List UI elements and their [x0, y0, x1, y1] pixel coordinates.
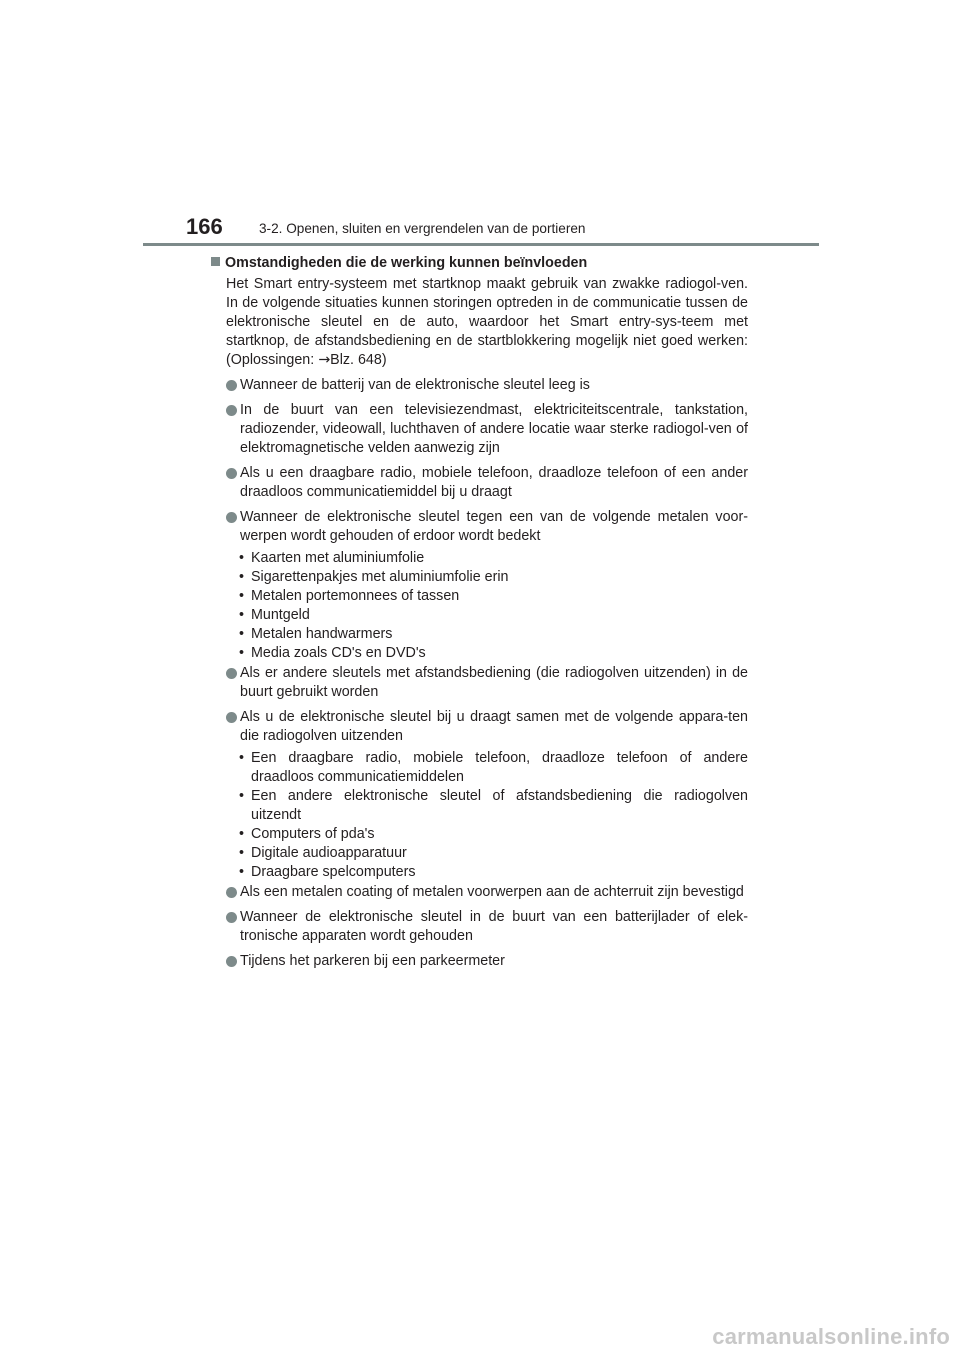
list-item: [211, 376, 748, 395]
radio-devices-sublist: [239, 749, 748, 882]
metal-objects-sublist: [239, 549, 748, 663]
sublist-item: [239, 587, 748, 606]
sub-bullet-marker: •: [239, 550, 245, 566]
arrow-icon: →: [318, 352, 331, 368]
subheading-text: Omstandigheden die de werking kunnen beïnvloeden: [225, 255, 588, 271]
sublist-item: [239, 644, 748, 663]
sub-bullet-marker: •: [239, 588, 245, 604]
sublist-item-text: Draagbare spelcomputers: [251, 864, 416, 880]
list-item: [211, 664, 748, 702]
sub-bullet-marker: •: [239, 569, 245, 585]
sub-bullet-marker: •: [239, 864, 245, 880]
sublist-item: [239, 825, 748, 844]
sub-bullet-marker: •: [239, 826, 245, 842]
sublist-item: [239, 606, 748, 625]
list-item: [211, 883, 748, 902]
list-item-text: Als er andere sleutels met afstandsbediening (die radiogolven uitzenden) in de buurt gebruikt worden: [240, 665, 748, 700]
list-item-text: In de buurt van een televisiezendmast, elektriciteitscentrale, tankstation, radiozender, videowall, luchthaven of andere locatie waar sterke radiogol-ven of elektromagnetische velden aanwezig zijn: [240, 402, 748, 456]
sublist-item-text: Een draagbare radio, mobiele telefoon, draadloze telefoon of andere draadloos communicatiemiddelen: [251, 750, 748, 785]
circle-bullet-icon: [226, 405, 237, 416]
sublist-item: [239, 568, 748, 587]
list-item-text: Als u de elektronische sleutel bij u draagt samen met de volgende appara-ten die radiogolven uitzenden: [240, 709, 748, 744]
sub-bullet-marker: •: [239, 788, 245, 804]
watermark: carmanualsonline.info: [712, 1324, 950, 1349]
circle-bullet-icon: [226, 887, 237, 898]
list-item-text: Tijdens het parkeren bij een parkeermeter: [240, 953, 505, 969]
sublist-item: [239, 549, 748, 568]
sublist-item: [239, 787, 748, 825]
sub-bullet-marker: •: [239, 645, 245, 661]
intro-text: Het Smart entry-systeem met startknop maakt gebruik van zwakke radiogol-ven. In de volgende situaties kunnen storingen optreden in de communicatie tussen de elektronische sleutel en de auto, waardoor het Smart entry-sys-teem met startknop, de afstandsbediening en de startblokkering mogelijk niet goed werken: (Oplossingen:: [226, 276, 748, 368]
page-reference: Blz. 648): [330, 352, 387, 368]
page-header: [0, 0, 960, 250]
circle-bullet-icon: [226, 468, 237, 479]
sublist-item-text: Sigarettenpakjes met aluminiumfolie erin: [251, 569, 509, 585]
square-bullet-icon: [211, 257, 220, 266]
sublist-item-text: Kaarten met aluminiumfolie: [251, 550, 425, 566]
sub-bullet-marker: •: [239, 626, 245, 642]
main-content: [211, 254, 748, 977]
circle-bullet-icon: [226, 380, 237, 391]
list-item: [211, 508, 748, 546]
list-item-text: Wanneer de elektronische sleutel in de buurt van een batterijlader of elek-tronische apparaten wordt gehouden: [240, 909, 748, 944]
circle-bullet-icon: [226, 956, 237, 967]
sublist-item: [239, 863, 748, 882]
list-item-text: Wanneer de elektronische sleutel tegen een van de volgende metalen voor-werpen wordt gehouden of erdoor wordt bedekt: [240, 509, 748, 544]
sublist-item: [239, 625, 748, 644]
subheading: [211, 254, 748, 273]
sublist-item-text: Digitale audioapparatuur: [251, 845, 407, 861]
circle-bullet-icon: [226, 512, 237, 523]
sub-bullet-marker: •: [239, 607, 245, 623]
page-number: 166: [186, 214, 223, 239]
list-item: [211, 952, 748, 971]
sublist-item-text: Computers of pda's: [251, 826, 375, 842]
list-item-text: Als een metalen coating of metalen voorwerpen aan de achterruit zijn bevestigd: [240, 884, 744, 900]
list-item: [211, 401, 748, 458]
list-item: [211, 708, 748, 746]
sublist-item-text: Metalen portemonnees of tassen: [251, 588, 460, 604]
sub-bullet-marker: •: [239, 845, 245, 861]
intro-paragraph: [226, 275, 748, 370]
sub-bullet-marker: •: [239, 750, 245, 766]
sublist-item-text: Een andere elektronische sleutel of afstandsbediening die radiogolven uitzendt: [251, 788, 748, 823]
section-title: 3-2. Openen, sluiten en vergrendelen van de portieren: [259, 221, 586, 236]
circle-bullet-icon: [226, 712, 237, 723]
sublist-item: [239, 749, 748, 787]
sublist-item-text: Muntgeld: [251, 607, 310, 623]
header-divider: [143, 243, 819, 246]
list-item-text: Wanneer de batterij van de elektronische sleutel leeg is: [240, 377, 590, 393]
list-item: [211, 908, 748, 946]
sublist-item-text: Media zoals CD's en DVD's: [251, 645, 426, 661]
sublist-item-text: Metalen handwarmers: [251, 626, 393, 642]
list-item-text: Als u een draagbare radio, mobiele telefoon, draadloze telefoon of een ander draadloos communicatiemiddel bij u draagt: [240, 465, 748, 500]
list-item: [211, 464, 748, 502]
sublist-item: [239, 844, 748, 863]
circle-bullet-icon: [226, 912, 237, 923]
circle-bullet-icon: [226, 668, 237, 679]
